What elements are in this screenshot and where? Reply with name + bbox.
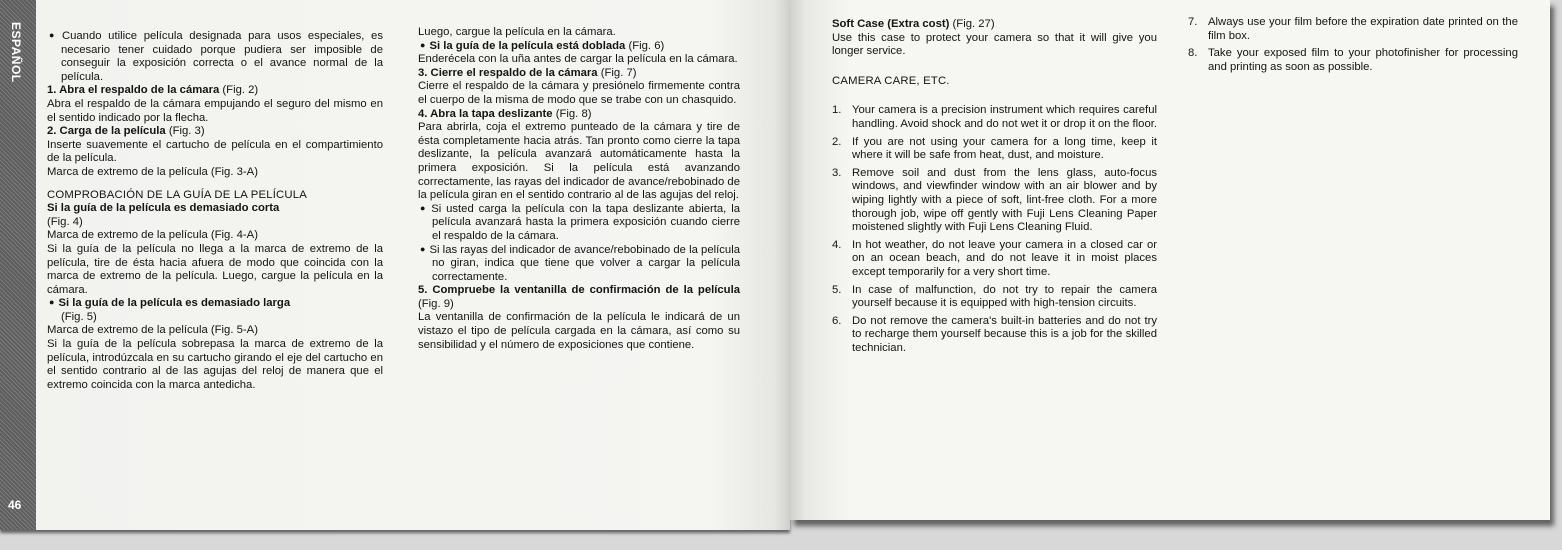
bent-leader-text: Enderécela con la uña antes de cargar la película en la cámara. bbox=[418, 53, 738, 66]
care-item: 1. Your camera is a precision instrument which requires careful handling. Avoid shock and do not wet it or drop it on the floor. bbox=[832, 104, 1158, 130]
soft-case-heading: Soft Case (Extra cost) (Fig. 27) bbox=[832, 18, 995, 30]
camera-care-heading: CAMERA CARE, ETC. bbox=[832, 74, 950, 87]
left-column-1 bbox=[47, 30, 383, 392]
step-4-bullet-1: ● Si usted carga la película con la tapa deslizante abierta, la película avanzará hasta la primera exposición cuando cierre el respaldo de la cámara. bbox=[418, 203, 740, 244]
care-item: 6. Do not remove the camera's built-in batteries and do not try to recharge them yourself because this is a job for the skilled technician. bbox=[832, 314, 1157, 354]
leader-check-heading: COMPROBACIÓN DE LA GUÍA DE LA PELÍCULA bbox=[47, 188, 307, 201]
long-leader-mark: Marca de extremo de la película (Fig. 5-A) bbox=[47, 324, 258, 337]
step-1-heading: 1. Abra el respaldo de la cámara (Fig. 2) bbox=[47, 84, 259, 97]
step-1-text: Abra el respaldo de la cámara empujando el seguro del mismo en el sentido indicado por la flecha. bbox=[47, 97, 383, 124]
right-column-1 bbox=[832, 18, 1157, 359]
language-side-tab bbox=[0, 0, 36, 530]
short-leader-fig: (Fig. 4) bbox=[47, 215, 83, 228]
language-label: ESPAÑOL bbox=[9, 22, 23, 83]
care-item: 5. In case of malfunction, do not try to repair the camera yourself because it is equipped with high-tension circuits. bbox=[832, 283, 1157, 310]
long-leader-heading: ● Si la guía de la película es demasiado larga bbox=[47, 297, 383, 311]
step-2-heading: 2. Carga de la película (Fig. 3) bbox=[47, 125, 205, 138]
bent-leader-heading: ● Si la guía de la película está doblada (Fig. 6) bbox=[418, 40, 740, 54]
short-leader-heading: Si la guía de la película es demasiado corta bbox=[47, 202, 280, 215]
step-5-heading: 5. Compruebe la ventanilla de confirmación de la película (Fig. 9) bbox=[418, 284, 740, 310]
care-item: 7. Always use your film before the expiration date printed on the film box. bbox=[1188, 16, 1518, 42]
care-item: 8. Take your exposed film to your photofinisher for processing and printing as soon as possible. bbox=[1188, 47, 1518, 73]
step-5-text: La ventanilla de confirmación de la película le indicará de un vistazo el tipo de película cargada en la cámara, así como su sensibilidad y el número de exposiciones que contiene. bbox=[418, 311, 740, 351]
step-4-heading: 4. Abra la tapa deslizante (Fig. 8) bbox=[418, 107, 592, 120]
short-leader-text: Si la guía de la película no llega a la marca de extremo de la película, tire de ésta hacia afuera de modo que coincida con la marca de extremo de la película. Luego, cargue la película en la cámara. bbox=[47, 242, 383, 296]
long-leader-text: Si la guía de la película sobrepasa la marca de extremo de la película, introdúzcala en su cartucho girando el eje del cartucho en el sentido contrario al de las agujas del reloj de manera que el extremo coincida con la marca antedicha. bbox=[47, 338, 383, 391]
step-2-text: Inserte suavemente el cartucho de película en el compartimiento de la película. bbox=[47, 138, 383, 165]
care-item: 4. In hot weather, do not leave your camera in a closed car or on an ocean beach, and do not leave it in moist places except temporarily for a very short time. bbox=[832, 238, 1157, 278]
step-3-heading: 3. Cierre el respaldo de la cámara (Fig. 7) bbox=[418, 66, 637, 79]
page-number: 46 bbox=[8, 498, 22, 512]
camera-care-list bbox=[832, 104, 1157, 355]
care-item: 3. Remove soil and dust from the lens glass, auto-focus windows, and viewfinder window with an air blower and by wiping lightly with a piece of soft, lint-free cloth. For a more thorough job, wipe off gently with Fuji Lens Cleaning Paper moistened slightly with Fuji Lens Cleaning Fluid. bbox=[832, 166, 1157, 234]
left-page bbox=[0, 0, 790, 530]
step-2-mark: Marca de extremo de la película (Fig. 3-A) bbox=[47, 165, 258, 178]
short-leader-mark: Marca de extremo de la película (Fig. 4-A) bbox=[47, 229, 258, 242]
care-item: 2. If you are not using your camera for a long time, keep it where it will be safe from heat, dust, and moisture. bbox=[832, 135, 1157, 162]
intro-bullet: ● Cuando utilice película designada para usos especiales, es necesario tener cuidado porque pudiera ser imposible de conseguir la exposición correcta o el avance normal de la película. bbox=[47, 30, 383, 84]
long-leader-fig: (Fig. 5) bbox=[61, 310, 97, 323]
step-4-text: Para abrirla, coja el extremo punteado de la cámara y tire de ésta completamente hacia atrás. Tan pronto como cierre la tapa deslizante, la película avanzará automáticamente hasta la primera exposición. Si la película está avanzando correctamente, las rayas del indicador de avance/rebobinado de la película giran en el sentido contrario al de las agujas del reloj. bbox=[418, 121, 740, 202]
film-tips-list bbox=[1188, 16, 1518, 74]
right-column-2 bbox=[1188, 16, 1518, 78]
continued-text: Luego, cargue la película en la cámara. bbox=[418, 26, 616, 38]
step-4-bullet-2: ● Si las rayas del indicador de avance/rebobinado de la película no giran, indica que tiene que volver a cargar la película correctamente. bbox=[418, 244, 740, 285]
soft-case-text: Use this case to protect your camera so that it will give you longer service. bbox=[832, 31, 1157, 58]
left-column-2 bbox=[418, 26, 740, 352]
step-3-text: Cierre el respaldo de la cámara y presiónelo firmemente contra el cuerpo de la misma de modo que se trabe con un chasquido. bbox=[418, 80, 740, 106]
